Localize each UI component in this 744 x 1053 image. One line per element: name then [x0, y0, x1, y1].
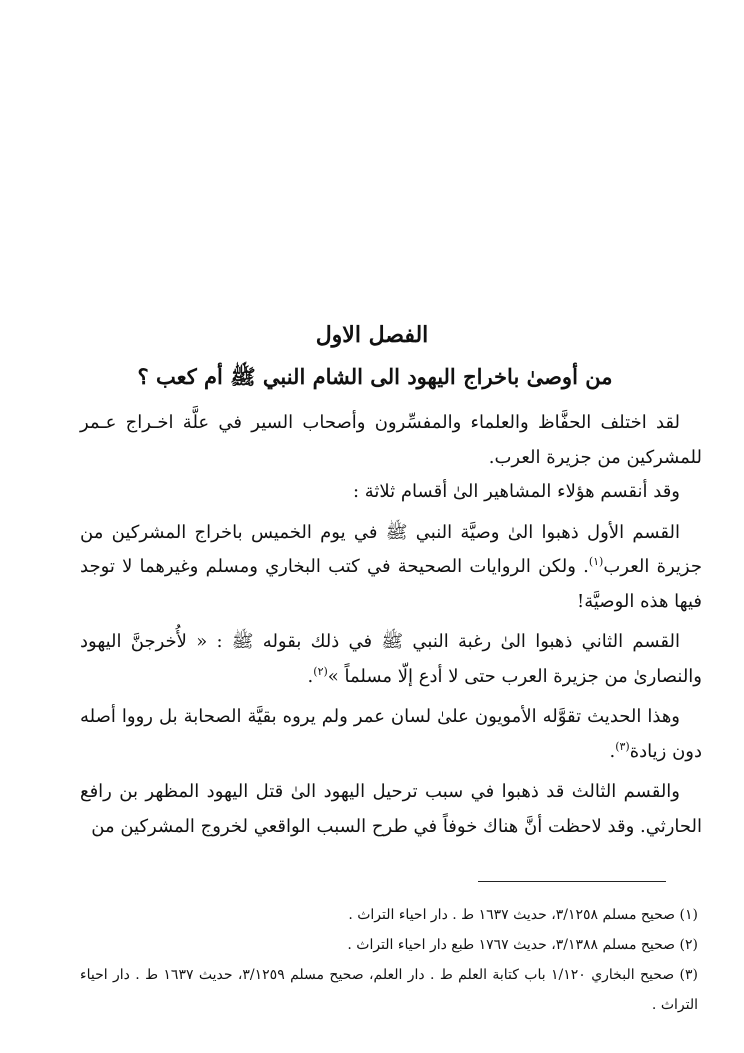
- footnote-3: (٣) صحيح البخاري ١/١٢٠ باب كتابة العلم ط . دار العلم، صحيح مسلم ٣/١٢٥٩، حديث ١٦٣٧ ط . دار احياء التراث .: [80, 967, 698, 1013]
- paragraph-2: وقد أنقسم هؤلاء المشاهير الىٰ أقسام ثلاثة :: [352, 481, 680, 502]
- footnote-ref-2: (٢): [313, 664, 328, 678]
- paragraph-4-part-b: .: [307, 665, 314, 687]
- chapter-title: الفصل الاول: [315, 322, 429, 348]
- paragraph-4: [80, 625, 702, 694]
- footnote-ref-3: (٣): [615, 739, 630, 753]
- body-text: [80, 406, 702, 844]
- paragraph-6: والقسم الثالث قد ذهبوا في سبب ترحيل اليهود الىٰ قتل اليهود المظهر بن رافع الحارثي. وقد لاحظت أنَّ هناك خوفاً في طرح السبب الواقعي لخروج المشركين من: [80, 781, 702, 837]
- paragraph-3: [80, 516, 702, 620]
- paragraph-5-part-a: وهذا الحديث تقوَّله الأمويون علىٰ لسان عمر ولم يروه بقيَّة الصحابة بل رووا أصله دون زيادة: [80, 706, 702, 762]
- footnote-1: (١) صحيح مسلم ٣/١٢٥٨، حديث ١٦٣٧ ط . دار احياء التراث .: [348, 907, 698, 923]
- footnote-ref-1: (١): [588, 555, 604, 568]
- paragraph-1: لقد اختلف الحفَّاظ والعلماء والمفسِّرون وأصحاب السير في علَّة اخـراج عـمر للمشركين من جزيرة العرب.: [80, 412, 702, 468]
- footnote-2: (٢) صحيح مسلم ٣/١٣٨٨، حديث ١٧٦٧ طبع دار احياء التراث .: [347, 937, 698, 953]
- footnote-divider: [478, 881, 666, 882]
- paragraph-4-part-a: القسم الثاني ذهبوا الىٰ رغبة النبي ﷺ في ذلك بقوله ﷺ : « لأُخرجنَّ اليهود والنصارىٰ من جزيرة العرب حتى لا أدع إلّا مسلماً »: [80, 631, 702, 687]
- paragraph-3-part-a: القسم الأول ذهبوا الىٰ وصيَّة النبي ﷺ في يوم الخميس باخراج المشركين من جزيرة العرب: [80, 521, 702, 577]
- footnotes: [80, 900, 698, 1020]
- paragraph-5-part-b: .: [609, 740, 616, 762]
- paragraph-3-part-b: . ولكن الروايات الصحيحة في كتب البخاري ومسلم وغيرهما لا توجد فيها هذه الوصيَّة!: [80, 556, 702, 612]
- chapter-subtitle: من أوصىٰ باخراج اليهود الى الشام النبي ﷺ أم كعب ؟: [137, 364, 613, 389]
- paragraph-5: [80, 700, 702, 769]
